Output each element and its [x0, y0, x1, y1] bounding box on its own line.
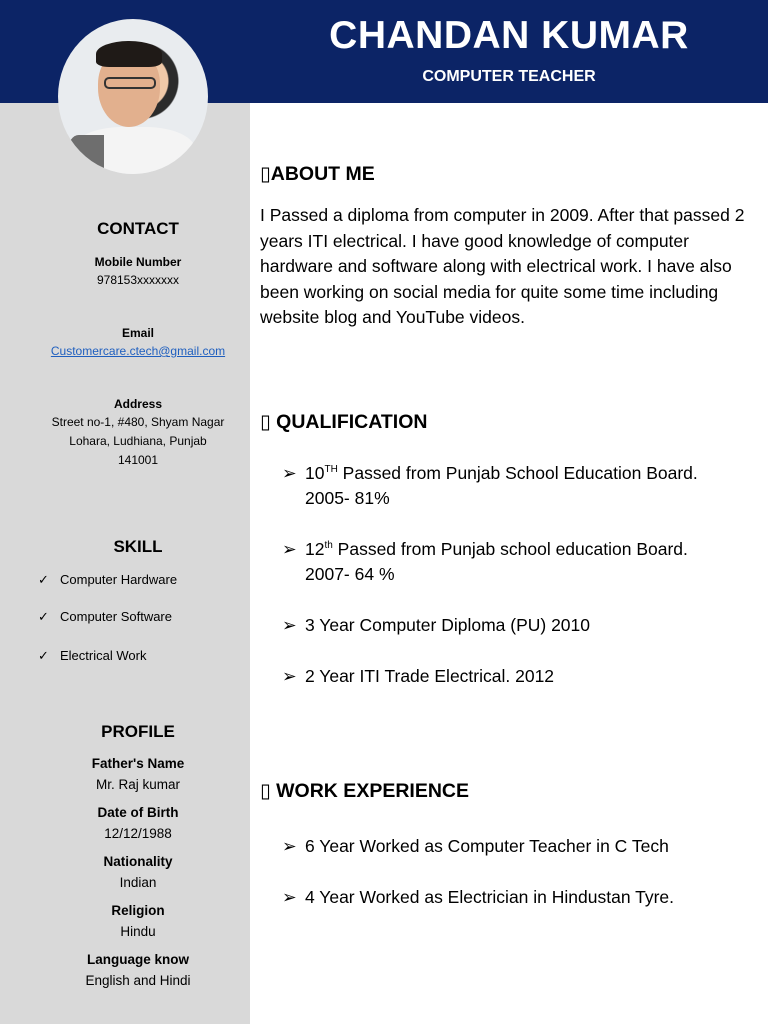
experience-heading-text: WORK EXPERIENCE [276, 780, 470, 802]
mobile-value: 978153xxxxxxx [96, 273, 180, 287]
language-label: Language know [86, 952, 189, 967]
experience-item [282, 885, 745, 910]
about-heading-text: ABOUT ME [270, 163, 375, 185]
address-label: Address [113, 397, 163, 411]
experience-item [282, 834, 745, 859]
skill-label: Electrical Work [60, 648, 147, 663]
nationality-value: Indian [119, 875, 157, 890]
skill-heading: SKILL [113, 537, 163, 556]
nationality-label: Nationality [103, 854, 173, 869]
qual-line2: 2005- 81% [305, 488, 390, 508]
qualification-item [282, 613, 745, 638]
experience-text: 6 Year Worked as Computer Teacher in C Tech [305, 836, 669, 856]
qual-text-post: Passed from Punjab School Education Board. [337, 463, 698, 483]
qual-text: 10 [305, 463, 325, 483]
mobile-label: Mobile Number [94, 255, 182, 269]
email-link[interactable]: Customercare.ctech@gmail.com [50, 344, 226, 358]
father-name-value: Mr. Raj kumar [95, 777, 180, 792]
email-label: Email [121, 326, 154, 340]
about-text: I Passed a diploma from computer in 2009. After that passed 2 years ITI electrical. I have good knowledge of computer hardware and software along with electrical work. I have also been working on social media for quite some time including website blog and YouTube videos. [260, 205, 745, 327]
qualification-heading [260, 410, 427, 434]
check-icon: ✓ [38, 572, 49, 587]
father-name-label: Father's Name [91, 756, 185, 771]
language-value: English and Hindi [85, 973, 191, 988]
qual-text: 3 Year Computer Diploma (PU) 2010 [305, 615, 591, 635]
arrow-icon: ➢ [282, 836, 297, 856]
dob-value: 12/12/1988 [104, 826, 172, 841]
experience-icon: ▯ [260, 780, 271, 802]
qual-text-post: Passed from Punjab school education Board. [332, 539, 688, 559]
skill-label: Computer Hardware [60, 572, 178, 587]
skill-item [38, 572, 177, 588]
qualification-item [282, 461, 745, 511]
profile-heading: PROFILE [101, 722, 175, 741]
skill-label: Computer Software [60, 609, 172, 624]
skill-item [38, 648, 146, 664]
arrow-icon: ➢ [282, 615, 297, 635]
experience-text: 4 Year Worked as Electrician in Hindustan Tyre. [305, 887, 674, 907]
check-icon: ✓ [38, 648, 49, 663]
candidate-role: COMPUTER TEACHER [422, 68, 596, 85]
qualification-item [282, 537, 745, 587]
religion-label: Religion [111, 903, 165, 918]
experience-heading [260, 779, 469, 803]
address-line-3: 141001 [117, 453, 159, 467]
arrow-icon: ➢ [282, 539, 297, 559]
profile-photo [58, 19, 208, 174]
skill-item [38, 609, 172, 625]
arrow-icon: ➢ [282, 887, 297, 907]
qual-text: 12 [305, 539, 325, 559]
about-icon: ▯ [260, 163, 271, 185]
candidate-name: CHANDAN KUMAR [329, 14, 689, 57]
qual-line2: 2007- 64 % [305, 564, 395, 584]
qualification-item [282, 664, 745, 689]
qual-text: 2 Year ITI Trade Electrical. 2012 [305, 666, 555, 686]
contact-heading: CONTACT [97, 219, 179, 238]
email-row [0, 342, 276, 361]
arrow-icon: ➢ [282, 666, 297, 686]
address-line-2: Lohara, Ludhiana, Punjab [69, 434, 207, 448]
qual-sup: th [324, 540, 333, 552]
religion-value: Hindu [120, 924, 156, 939]
check-icon: ✓ [38, 609, 49, 624]
arrow-icon: ➢ [282, 463, 297, 483]
qual-sup: TH [324, 464, 338, 476]
qualification-icon: ▯ [260, 411, 271, 433]
qualification-heading-text: QUALIFICATION [276, 411, 428, 433]
dob-label: Date of Birth [97, 805, 179, 820]
about-heading [260, 162, 375, 186]
address-line-1: Street no-1, #480, Shyam Nagar [51, 415, 225, 429]
